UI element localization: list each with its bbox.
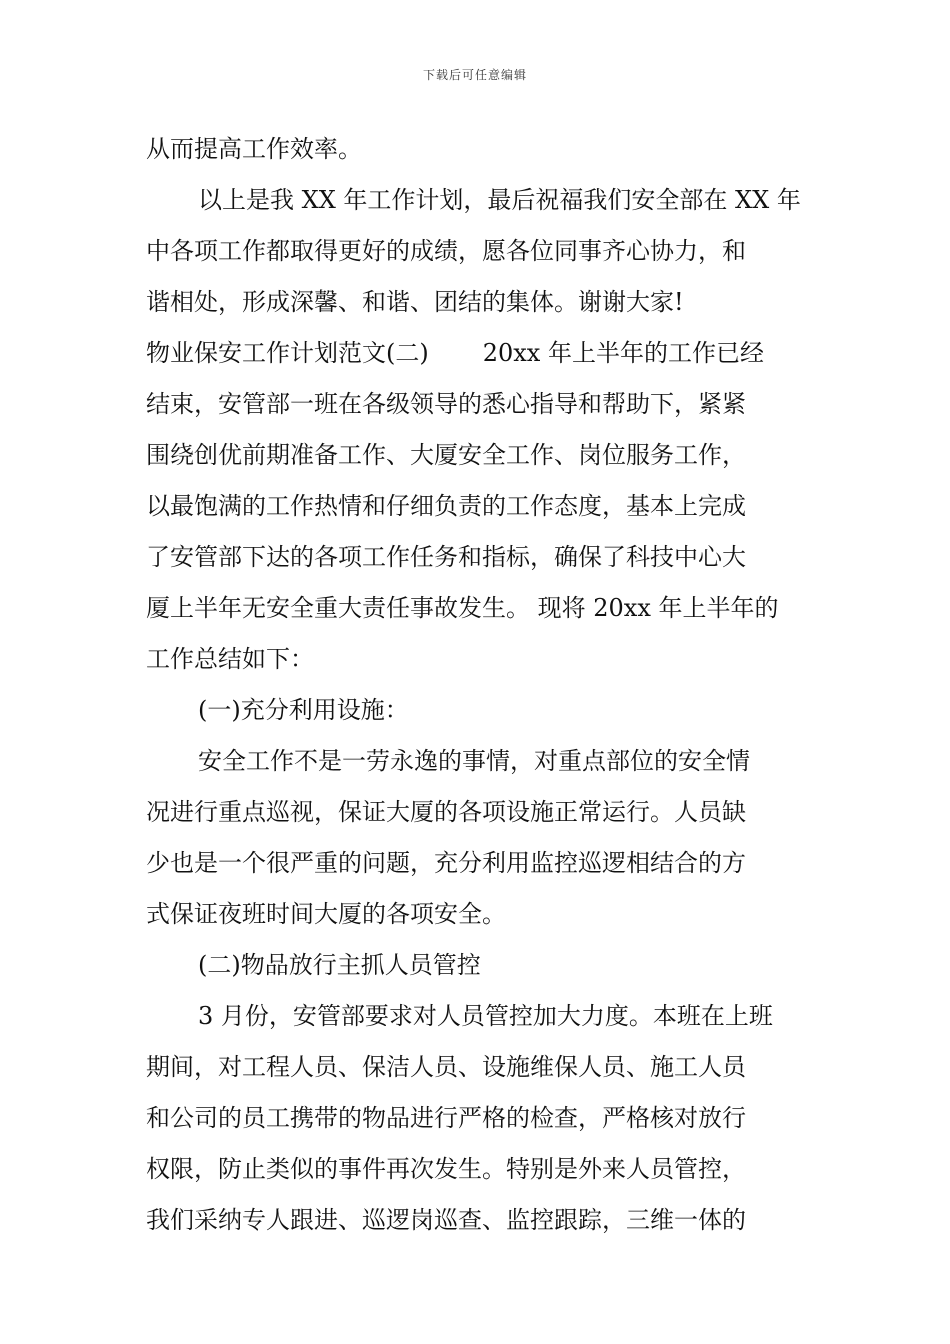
section-title-line (146, 328, 810, 379)
text-line: 了安管部下达的各项工作任务和指标，确保了科技中心大 (146, 543, 746, 571)
text-line: 中各项工作都取得更好的成绩，愿各位同事齐心协力，和 (146, 237, 746, 265)
text-line: 和公司的员工携带的物品进行严格的检查，严格核对放行 (146, 1104, 746, 1132)
text-line: 少也是一个很严重的问题，充分利用监控巡逻相结合的方 (146, 849, 746, 877)
text-line: 3 月份，安管部要求对人员管控加大力度。本班在上班 (198, 1002, 773, 1030)
text-line: 权限，防止类似的事件再次发生。特别是外来人员管控， (146, 1155, 746, 1183)
text-line: 结束，安管部一班在各级领导的悉心指导和帮助下，紧紧 (146, 390, 746, 418)
text-fragment: 20xx 年上半年的工作已经 (482, 339, 764, 367)
subheading-line: (一)充分利用设施： (198, 696, 409, 724)
text-line: 式保证夜班时间大厦的各项安全。 (146, 900, 506, 928)
subheading-line: (二)物品放行主抓人员管控 (198, 951, 481, 979)
text-line: 从而提高工作效率。 (146, 135, 362, 163)
text-line: 况进行重点巡视，保证大厦的各项设施正常运行。人员缺 (146, 798, 746, 826)
text-line: 工作总结如下： (146, 645, 314, 673)
text-line: 围绕创优前期准备工作、大厦安全工作、岗位服务工作， (146, 441, 746, 469)
text-line: 安全工作不是一劳永逸的事情，对重点部位的安全情 (198, 747, 750, 775)
text-line: 我们采纳专人跟进、巡逻岗巡查、监控跟踪，三维一体的 (146, 1206, 746, 1234)
text-line: 期间，对工程人员、保洁人员、设施维保人员、施工人员 (146, 1053, 746, 1081)
section-title: 物业保安工作计划范文(二) (146, 339, 429, 367)
document-body (146, 124, 810, 1246)
page-header: 下载后可任意编辑 (422, 68, 527, 82)
text-line: 以最饱满的工作热情和仔细负责的工作态度，基本上完成 (146, 492, 746, 520)
text-line: 谐相处，形成深馨、和谐、团结的集体。谢谢大家! (146, 288, 684, 316)
text-line: 以上是我 XX 年工作计划，最后祝福我们安全部在 XX 年 (198, 186, 801, 214)
text-line: 厦上半年无安全重大责任事故发生。 现将 20xx 年上半年的 (146, 594, 779, 622)
